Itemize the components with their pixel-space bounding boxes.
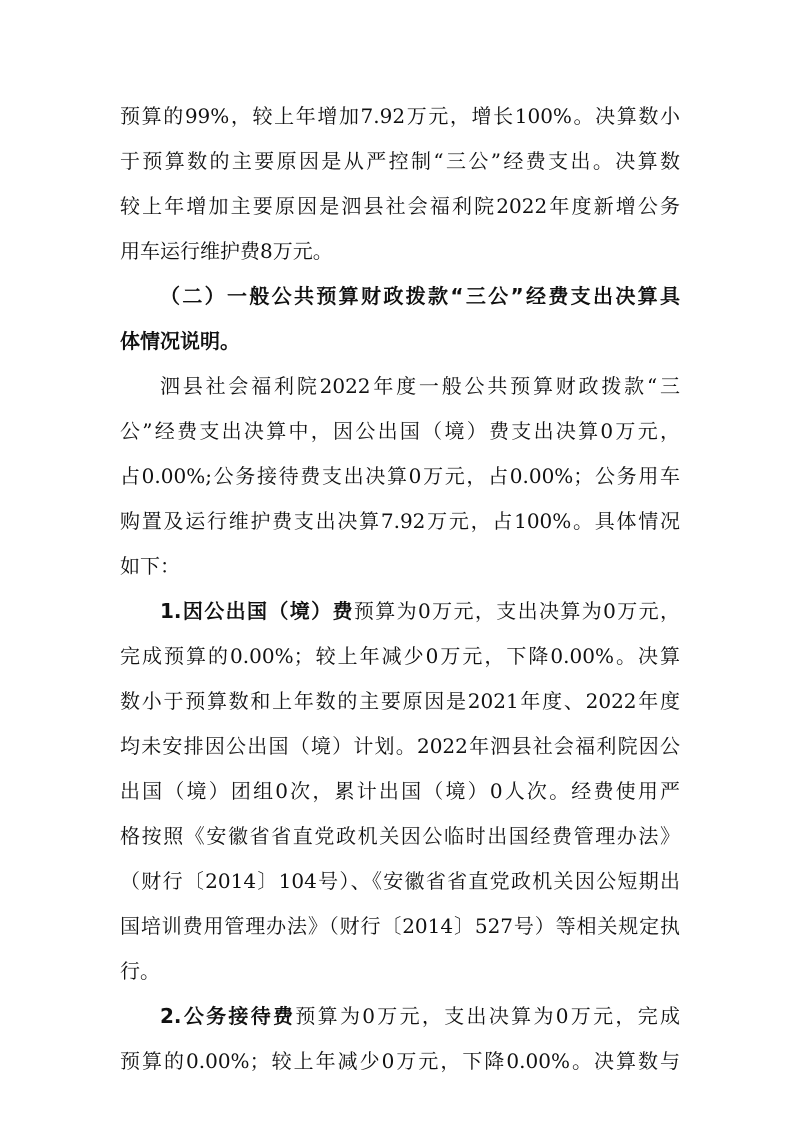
body-line: 国培训费用管理办法》（财行〔2014〕527号）等相关规定执 — [120, 914, 680, 938]
section-heading: （二）一般公共预算财政拨款“三公”经费支出决算具 — [160, 284, 680, 308]
body-line: 占0.00%;公务接待费支出决算0万元，占0.00%；公务用车 — [120, 464, 680, 488]
body-line: 公”经费支出决算中，因公出国（境）费支出决算0万元， — [120, 419, 680, 443]
item-1-first-line — [160, 599, 680, 623]
body-line: 于预算数的主要原因是从严控制“三公”经费支出。决算数 — [120, 149, 680, 173]
body-line: 数小于预算数和上年数的主要原因是2021年度、2022年度 — [120, 689, 680, 713]
item-2-first-line — [160, 1004, 680, 1028]
body-line: （财行〔2014〕104号）、《安徽省省直党政机关因公短期出 — [120, 869, 680, 893]
body-line: 行。 — [120, 959, 160, 983]
body-line: 用车运行维护费8万元。 — [120, 239, 333, 263]
body-line: 如下： — [120, 554, 180, 578]
body-line: 格按照《安徽省省直党政机关因公临时出国经费管理办法》 — [120, 824, 680, 848]
item-2-text: 预算为0万元，支出决算为0万元，完成 — [295, 1004, 680, 1028]
section-heading: 体情况说明。 — [120, 329, 240, 353]
item-2-title: 2.公务接待费 — [160, 1004, 296, 1028]
body-line: 出国（境）团组0次，累计出国（境）0人次。经费使用严 — [120, 779, 680, 803]
body-line: 均未安排因公出国（境）计划。2022年泗县社会福利院因公 — [120, 734, 680, 758]
body-line: 完成预算的0.00%；较上年减少0万元，下降0.00%。决算 — [120, 644, 680, 668]
body-line: 预算的0.00%；较上年减少0万元，下降0.00%。决算数与 — [120, 1049, 680, 1073]
item-1-title: 1.因公出国（境）费 — [160, 599, 354, 623]
body-line: 购置及运行维护费支出决算7.92万元，占100%。具体情况 — [120, 509, 680, 533]
body-line: 预算的99%，较上年增加7.92万元，增长100%。决算数小 — [120, 104, 680, 128]
body-line: 泗县社会福利院2022年度一般公共预算财政拨款“三 — [160, 374, 680, 398]
item-1-text: 预算为0万元，支出决算为0万元， — [353, 599, 680, 623]
body-line: 较上年增加主要原因是泗县社会福利院2022年度新增公务 — [120, 194, 680, 218]
